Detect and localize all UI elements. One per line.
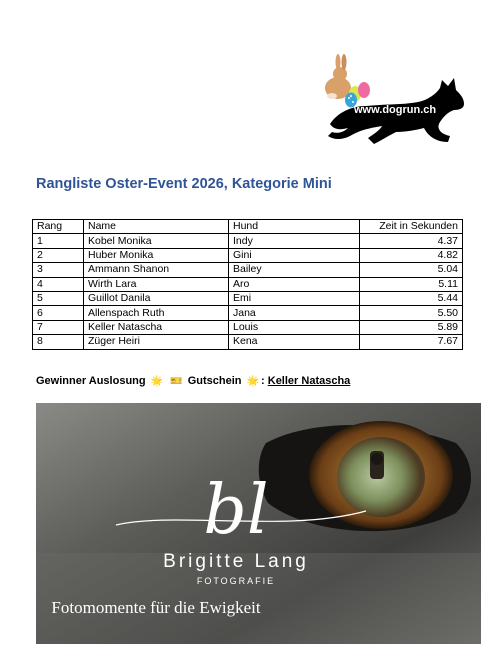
header-zeit: Zeit in Sekunden bbox=[360, 220, 463, 234]
cell-rang: 4 bbox=[33, 277, 84, 291]
cell-hund: Aro bbox=[229, 277, 360, 291]
cell-zeit: 5.04 bbox=[360, 263, 463, 277]
table-header-row bbox=[33, 220, 463, 234]
logo-text: www.dogrun.ch bbox=[354, 104, 437, 116]
ticket-icon: 🎫 bbox=[170, 376, 183, 387]
cell-zeit: 5.44 bbox=[360, 291, 463, 305]
cell-zeit: 5.89 bbox=[360, 320, 463, 334]
cell-name: Guillot Danila bbox=[84, 291, 229, 305]
table-row bbox=[33, 263, 463, 277]
header-rang: Rang bbox=[33, 220, 84, 234]
page-title: Rangliste Oster-Event 2026, Kategorie Mini bbox=[36, 176, 332, 192]
sparkle-icon: 🌟 bbox=[150, 376, 164, 387]
cell-rang: 2 bbox=[33, 248, 84, 262]
table-row bbox=[33, 234, 463, 248]
table-row bbox=[33, 291, 463, 305]
winner-label: Gewinner Auslosung bbox=[36, 375, 146, 387]
table-row bbox=[33, 335, 463, 349]
cell-rang: 5 bbox=[33, 291, 84, 305]
banner-tagline: Fotomomente für die Ewigkeit bbox=[51, 598, 261, 617]
table-row bbox=[33, 306, 463, 320]
banner-subtitle: FOTOGRAFIE bbox=[196, 576, 276, 586]
cell-hund: Bailey bbox=[229, 263, 360, 277]
cell-zeit: 4.82 bbox=[360, 248, 463, 262]
sparkle-icon: 🌟 bbox=[246, 376, 260, 387]
winner-line bbox=[36, 375, 350, 387]
dogrun-logo bbox=[318, 50, 468, 146]
table-row bbox=[33, 320, 463, 334]
banner-name: Brigitte Lang bbox=[163, 551, 309, 572]
cell-name: Allenspach Ruth bbox=[84, 306, 229, 320]
photographer-banner bbox=[36, 403, 481, 644]
cell-zeit: 4.37 bbox=[360, 234, 463, 248]
cell-rang: 1 bbox=[33, 234, 84, 248]
cell-hund: Louis bbox=[229, 320, 360, 334]
cell-name: Wirth Lara bbox=[84, 277, 229, 291]
cell-name: Huber Monika bbox=[84, 248, 229, 262]
cell-rang: 6 bbox=[33, 306, 84, 320]
cell-zeit: 5.50 bbox=[360, 306, 463, 320]
voucher-label: Gutschein bbox=[187, 375, 242, 387]
cell-hund: Emi bbox=[229, 291, 360, 305]
header-name: Name bbox=[84, 220, 229, 234]
easter-bunny bbox=[325, 54, 351, 99]
cell-zeit: 7.67 bbox=[360, 335, 463, 349]
cell-name: Kobel Monika bbox=[84, 234, 229, 248]
winner-colon: : bbox=[261, 375, 265, 387]
table-row bbox=[33, 248, 463, 262]
banner-monogram: bl bbox=[203, 471, 269, 550]
cell-hund: Jana bbox=[229, 306, 360, 320]
results-table bbox=[32, 219, 463, 350]
cell-name: Züger Heiri bbox=[84, 335, 229, 349]
header-hund: Hund bbox=[229, 220, 360, 234]
cell-name: Keller Natascha bbox=[84, 320, 229, 334]
cell-zeit: 5.11 bbox=[360, 277, 463, 291]
cell-hund: Gini bbox=[229, 248, 360, 262]
cell-name: Ammann Shanon bbox=[84, 263, 229, 277]
winner-name: Keller Natascha bbox=[267, 375, 351, 387]
cell-rang: 3 bbox=[33, 263, 84, 277]
table-row bbox=[33, 277, 463, 291]
cell-hund: Kena bbox=[229, 335, 360, 349]
cell-rang: 7 bbox=[33, 320, 84, 334]
cell-rang: 8 bbox=[33, 335, 84, 349]
cell-hund: Indy bbox=[229, 234, 360, 248]
